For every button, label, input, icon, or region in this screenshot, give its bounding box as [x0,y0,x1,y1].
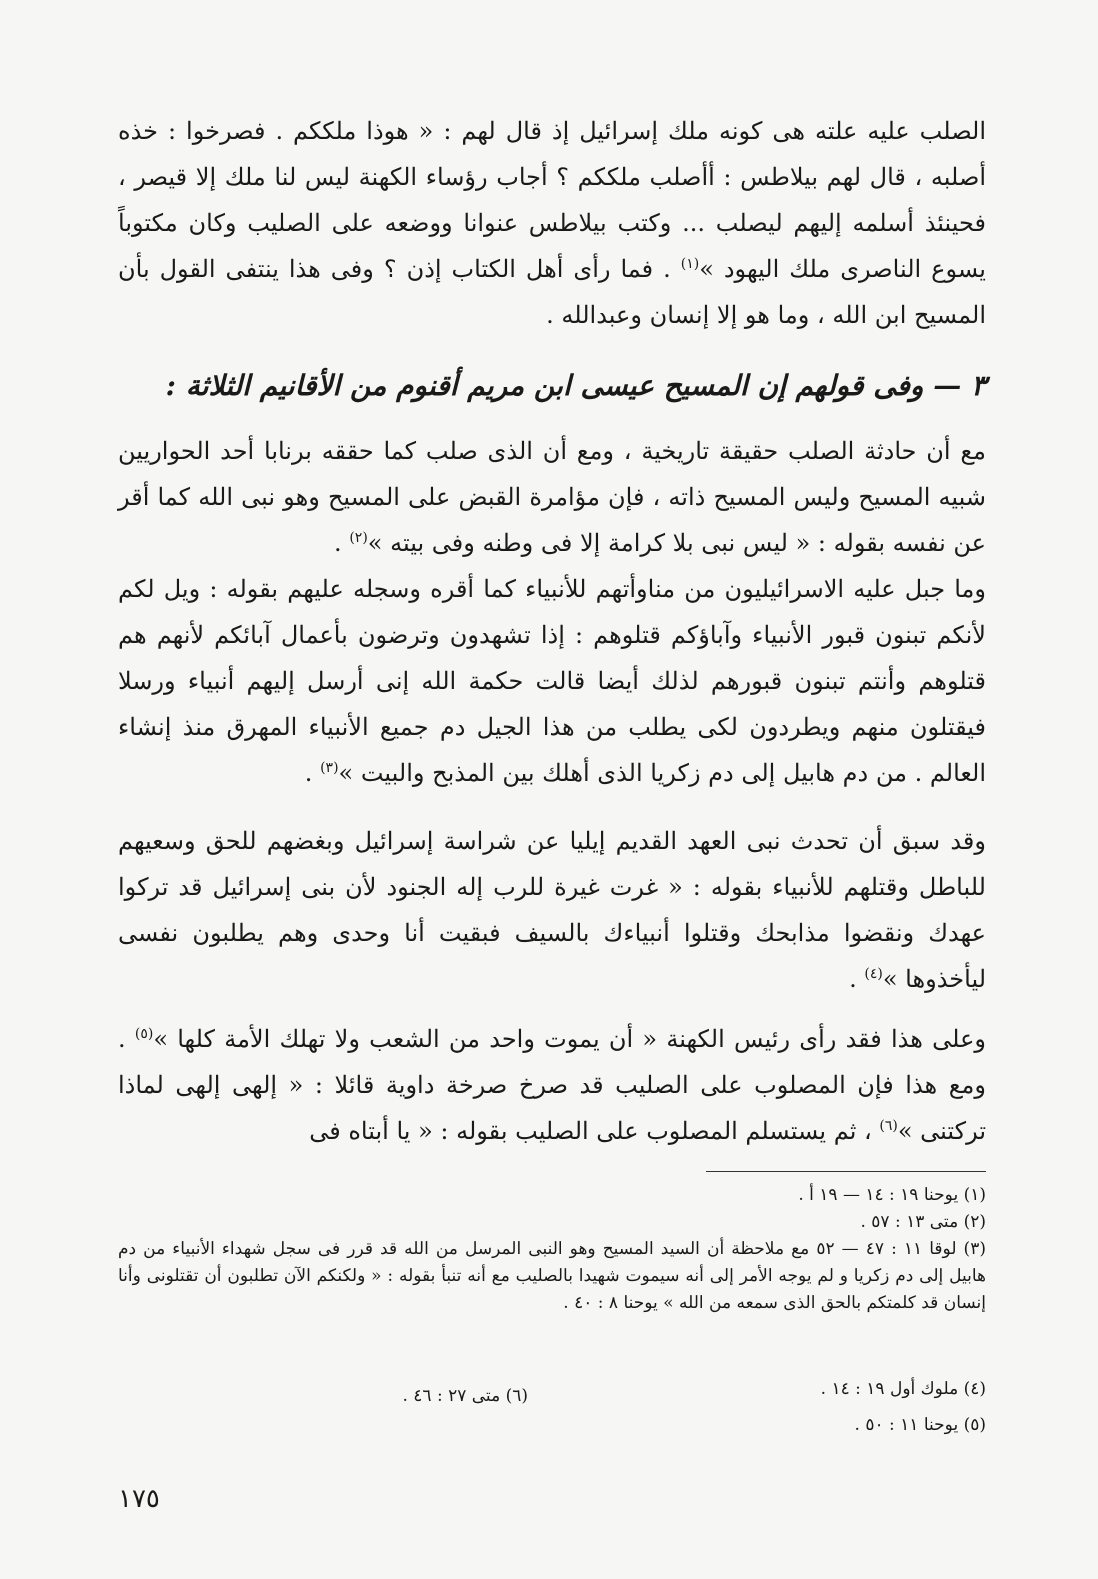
footnote-ref-6: (٦) [879,1118,898,1134]
footnote-6: (٦) متى ٢٧ : ٤٦ . [402,1386,528,1406]
paragraph-1-end: . فما رأى أهل الكتاب إذن ؟ وفى هذا ينتفى القول بأن المسيح ابن الله ، وما هو إلا إنسان وعبدالله . [118,255,986,329]
footnote-5: (٥) يوحنا ١١ : ٥٠ . [854,1415,986,1435]
footnote-ref-2: (٢) [349,530,368,546]
paragraph-3-text: وما جبل عليه الاسرائيليون من مناوأتهم للأنبياء كما أقره وسجله عليهم بقوله : ويل لكم لأنكم تبنون قبور الأنبياء وآباؤكم قتلوهم : إذا تشهدون وترضون بأعمال آبائكم لأنهم هم قتلوهم وأنتم تبنون قبورهم لذلك أيضا قالت حكمة الله إنى أرسل إليهم أنبياء ورسلا فيقتلون منهم ويطردون لكى يطلب من هذا الجيل دم جميع الأنبياء المهرق منذ إنشاء العالم . من دم هابيل إلى دم زكريا الذى أهلك بين المذبح والبيت » [118,575,987,787]
paragraph-4-text: وقد سبق أن تحدث نبى العهد القديم إيليا عن شراسة إسرائيل وبغضهم للحق وسعيهم للباطل وقتلهم للأنبياء بقوله : « غرت غيرة للرب إله الجنود لأن بنى إسرائيل قد تركوا عهدك ونقضوا مذابحك وقتلوا أنبياءك بالسيف فبقيت أنا وحدى وهم يطلبون نفسى ليأخذوها » [118,827,986,993]
footnote-2: (٢) متى ١٣ : ٥٧ . [860,1212,986,1232]
footnote-3: (٣) لوقا ١١ : ٤٧ — ٥٢ مع ملاحظة أن السيد المسيح وهو النبى المرسل من الله قد قرر فى سجل شهداء الأنبياء من دم هابيل إلى دم زكريا و لم يوجه الأمر إلى أنه سيموت شهيدا بالصليب مع أنه تنبأ بقوله : « ولكنكم الآن تطلبون أن تقتلونى وأنا إنسان قد كلمتكم بالحق الذى سمعه من الله » يوحنا ٨ : ٤٠ . [118,1239,986,1313]
paragraph-5-end: ، ثم يستسلم المصلوب على الصليب بقوله : « يا أبتاه فى [309,1117,880,1145]
paragraph-1 [118,108,986,338]
section-heading: ٣ — وفى قولهم إن المسيح عيسى ابن مريم أقنوم من الأقانيم الثلاثة : [165,369,986,402]
paragraph-5 [118,1016,986,1154]
paragraph-5-text: وعلى هذا فقد رأى رئيس الكهنة « أن يموت واحد من الشعب ولا تهلك الأمة كلها » [153,1025,987,1053]
footnote-ref-5: (٥) [134,1026,154,1042]
footnote-ref-4: (٤) [864,966,883,982]
footnote-1: (١) يوحنا ١٩ : ١٤ — ١٩ أ . [798,1185,986,1205]
paragraph-4-end: . [849,965,865,993]
paragraph-2-end: . [334,529,350,557]
footnote-separator [706,1171,986,1172]
footnote-ref-3: (٣) [320,760,339,776]
page-number: ١٧٥ [118,1484,160,1514]
footnote-4: (٤) ملوك أول ١٩ : ١٤ . [820,1379,986,1399]
paragraph-1-text: الصلب عليه علته هى كونه ملك إسرائيل إذ قال لهم : « هوذا ملككم . فصرخوا : خذه أصلبه ، قال لهم بيلاطس : أأصلب ملككم ؟ أجاب رؤساء الكهنة ليس لنا ملك إلا قيصر ، فحينئذ أسلمه إليهم ليصلب ... وكتب بيلاطس عنوانا ووضعه على الصليب وكان مكتوباً يسوع الناصرى ملك اليهود » [118,117,986,283]
paragraph-4 [118,818,986,1002]
paragraph-2-text: مع أن حادثة الصلب حقيقة تاريخية ، ومع أن الذى صلب كما حققه برنابا أحد الحواريين شبيه المسيح وليس المسيح ذاته ، فإن مؤامرة القبض على المسيح وهو نبى الله كما أقر عن نفسه بقوله : « ليس نبى بلا كرامة إلا فى وطنه وفى بيته » [118,437,986,557]
footnotes [118,1182,986,1317]
paragraph-3-end: . [304,759,321,787]
paragraph-5-mid: . ومع هذا فإن المصلوب على الصليب قد صرخ صرخة داوية قائلا : « إلهى إلهى لماذا تركتنى » [118,1025,986,1145]
paragraph-2 [118,428,986,796]
footnote-ref-1: (١) [680,256,700,272]
